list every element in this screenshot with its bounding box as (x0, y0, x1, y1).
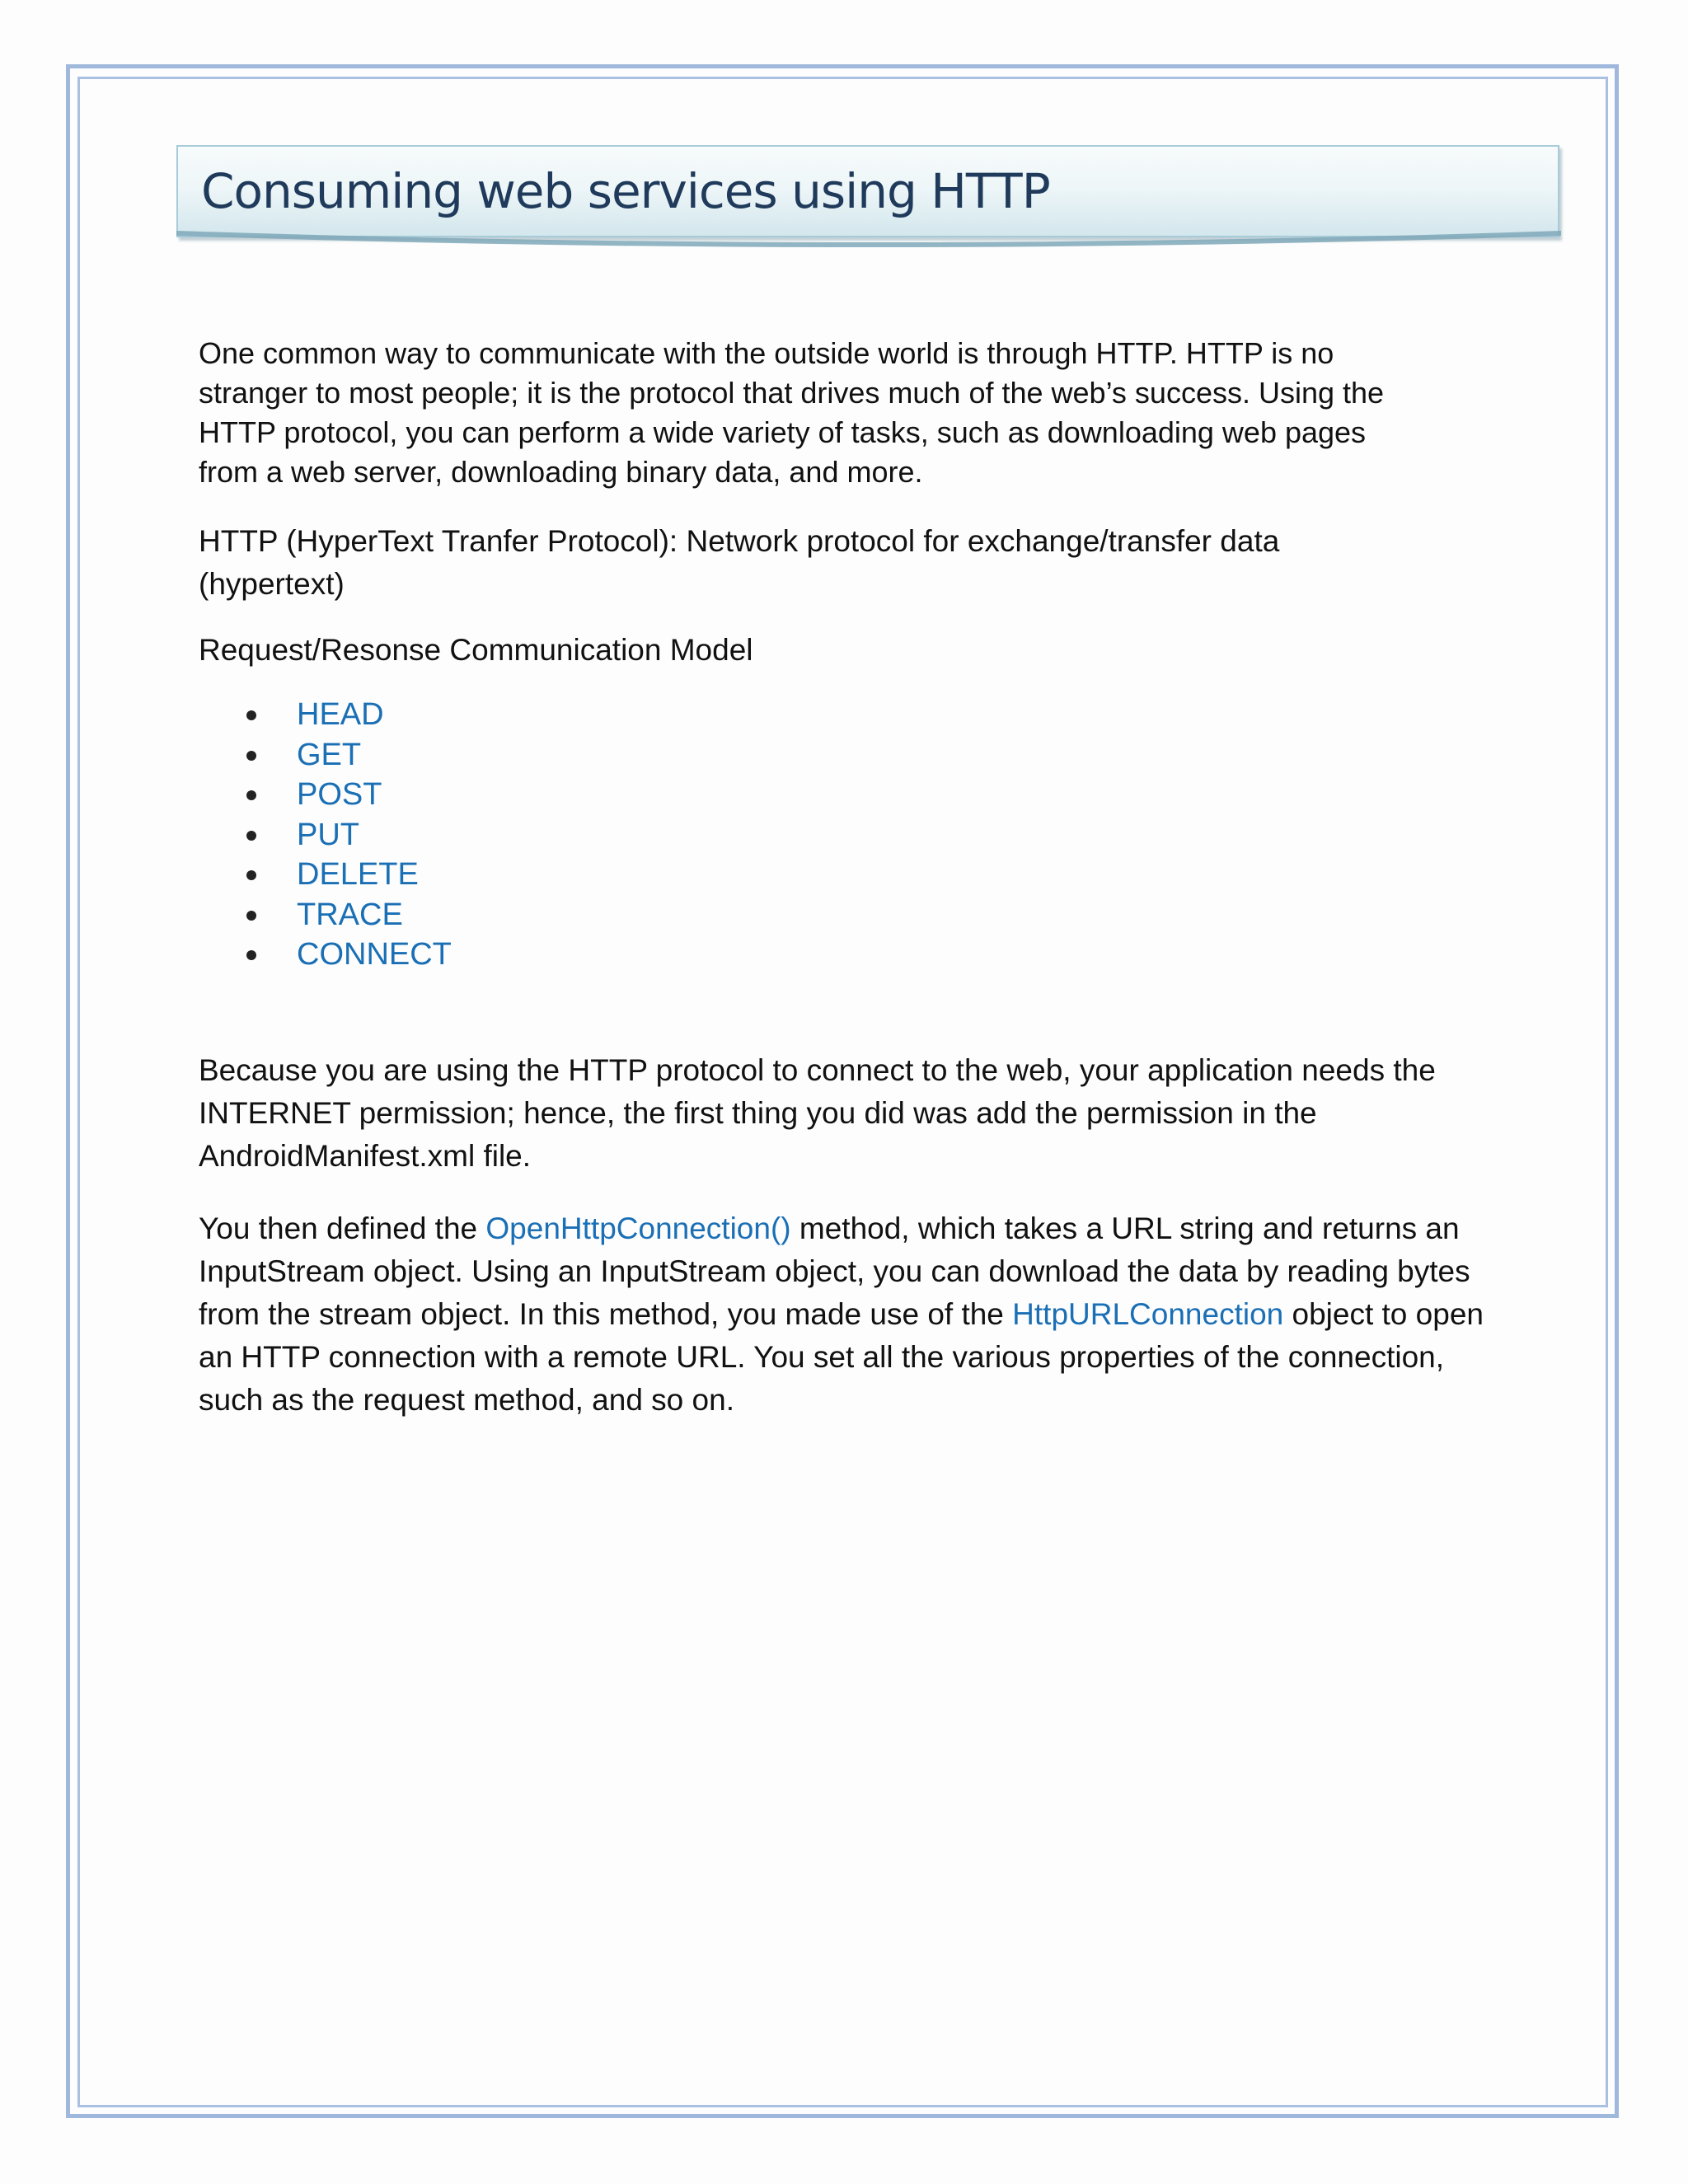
bullet-icon (246, 831, 256, 841)
code-reference-http-url-connection: HttpURLConnection (1012, 1296, 1284, 1331)
permission-paragraph: Because you are using the HTTP protocol to connect to the web, your application needs the INTERNET permission; hence, the first thing you did was add the permission in the AndroidManifest.xml file. (199, 1052, 1436, 1173)
bullet-icon (246, 790, 256, 800)
list-item (199, 895, 1484, 935)
list-item (199, 695, 1484, 735)
text-segment: object to open an HTTP connection with a remote URL. You set all the various properties of the connection, such as the request method, and so on. (199, 1296, 1484, 1417)
code-reference-open-http-connection: OpenHttpConnection() (485, 1211, 791, 1245)
text-segment: method, which takes a URL string and returns an InputStream object. Using an InputStream object, you can download the data by reading bytes from the stream object. In this method, you made use of the (199, 1211, 1470, 1331)
list-item (199, 935, 1484, 975)
method-label: CONNECT (297, 937, 452, 972)
method-label: GET (297, 737, 362, 772)
connection-method-paragraph (199, 1207, 1484, 1422)
list-item (199, 855, 1484, 895)
page-title: Consuming web services using HTTP (201, 163, 1050, 219)
bullet-icon (246, 710, 256, 720)
method-label: HEAD (297, 697, 384, 732)
intro-paragraph: One common way to communicate with the outside world is through HTTP. HTTP is no stranger to most people; it is the protocol that drives much of the web’s success. Using the HTTP protocol, you can perform a wide variety of tasks, such as downloading web pages from a web server, downloading binary data, and more. (199, 336, 1385, 489)
method-label: TRACE (297, 897, 403, 932)
method-label: POST (297, 777, 382, 812)
bullet-icon (246, 950, 256, 960)
method-label: DELETE (297, 857, 419, 892)
bullet-icon (246, 870, 256, 880)
list-item (199, 735, 1484, 776)
list-item (199, 815, 1484, 855)
list-item (199, 775, 1484, 815)
communication-model-heading: Request/Resonse Communication Model (199, 633, 753, 667)
title-banner (176, 145, 1559, 237)
http-methods-list (199, 695, 1484, 975)
bullet-icon (246, 751, 256, 761)
method-label: PUT (297, 817, 359, 852)
http-definition-paragraph: HTTP (HyperText Tranfer Protocol): Network protocol for exchange/transfer data (hypertext) (199, 524, 1280, 601)
text-segment: You then defined the (199, 1211, 486, 1245)
banner-curve-decoration (176, 229, 1561, 251)
document-body (199, 334, 1484, 1422)
bullet-icon (246, 911, 256, 921)
